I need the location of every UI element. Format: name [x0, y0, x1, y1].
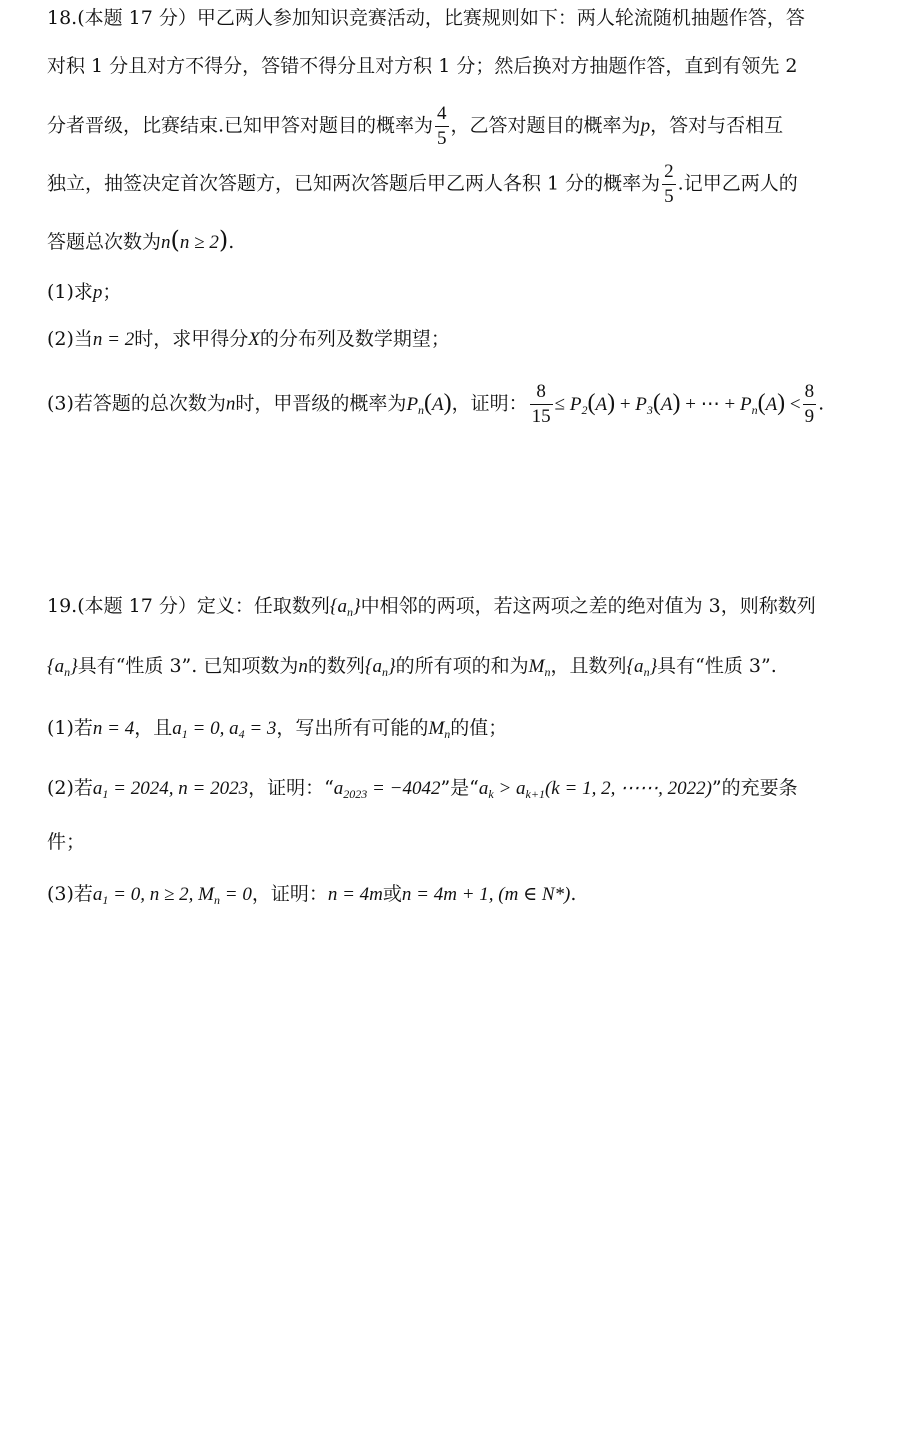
q19-part-2-cont: 件； [47, 831, 86, 853]
math-var-p: p [640, 115, 651, 137]
fraction-eight-fifteenths: $\frac{8}{15}$ [531, 381, 551, 427]
q18-text: ，答对与否相互 [650, 114, 784, 137]
q18-part-3: (3)若答题的总次数为n时，甲晋级的概率为$P_n(A)$，证明： $\frac{8}{15}$ ≤ $P_2(A) + P_3(A)$ + ⋯ + $P_n(A)$ < $\frac{8}{9}$ . [47, 381, 825, 427]
math-seq-an: $\{a_n\}$ [329, 596, 361, 619]
q18-text: 18.(本题 17 分）甲乙两人参加知识竞赛活动，比赛规则如下：两人轮流随机抽题作答，答 [47, 7, 805, 29]
q19-part-3: (3)若$a_1 = 0$, n ≥ 2, $M_n = 0$，证明：n = 4m或n = 4m + 1, (m ∈ N*). [47, 883, 577, 907]
q19-line-1: 19.(本题 17 分）定义：任取数列$\{a_n\}$中相邻的两项，若这两项之差的绝对值为 3，则称数列 [47, 595, 816, 619]
math-pn: $P_n(A)$ [406, 389, 452, 417]
math-var-x: X [248, 329, 260, 350]
q18-text: 分者晋级，比赛结束.已知甲答对题目的概率为 [47, 114, 434, 137]
math-initial-values: $a_1 = 0$, $a_4 = 3$ [172, 718, 277, 741]
q18-line-1 [47, 4, 805, 32]
math-var-n: n [298, 656, 308, 677]
q19-line-2: $\{a_n\}$具有“性质 3”. 已知项数为n的数列$\{a_n\}$的所有项的和为$M_n$，且数列$\{a_n\}$具有“性质 3”. [47, 655, 777, 679]
math-mn: $M_n$ [528, 656, 551, 679]
math-condition: n ≥ 2 [179, 232, 219, 253]
q18-line-2 [47, 52, 797, 80]
fraction-eight-ninths: $\frac{8}{9}$ [804, 381, 815, 427]
q18-text: ，乙答对题目的概率为 [450, 114, 641, 137]
math-var-n: n [225, 393, 236, 415]
math-seq-an: $\{a_n\}$ [47, 656, 78, 679]
math-seq-an: $\{a_n\}$ [626, 656, 658, 679]
math-seq-an: $\{a_n\}$ [364, 656, 396, 679]
q19-part-2: (2)若$a_1 = 2024$, n = 2023，证明：“$a_{2023} = -4042$”是“$a_k > a_{k+1}(k = 1$, 2, ⋯⋯, 2022)”的充要条 [47, 777, 798, 801]
math-expr: n = 2 [92, 329, 135, 350]
q18-text: 答题总次数为 [47, 231, 162, 253]
math-mn: $M_n$ [428, 718, 451, 741]
fraction-two-fifths: $\frac{2}{5}$ [664, 161, 674, 207]
q18-line-4 [47, 160, 798, 209]
math-var-p: p [92, 282, 103, 303]
q18-line-5: 答题总次数为n(n ≥ 2). [47, 226, 235, 254]
q18-part-2: (2)当n = 2时，求甲得分X的分布列及数学期望； [47, 328, 450, 350]
math-sum: $P_2(A) + P_3(A)$ + ⋯ + $P_n(A)$ < [569, 389, 801, 417]
q19-part-1: (1)若n = 4，且$a_1 = 0$, $a_4 = 3$，写出所有可能的$M_n$的值； [47, 717, 508, 741]
math-var-n: n [161, 232, 171, 253]
q18-text: 独立，抽签决定首次答题方，已知两次答题后甲乙两人各积 1 分的概率为 [47, 172, 661, 195]
fraction-four-fifths: $\frac{4}{5}$ [437, 103, 447, 149]
q18-part-1: (1)求p； [47, 281, 122, 303]
q18-line-3 [47, 102, 783, 151]
q18-text: 对积 1 分且对方不得分，答错不得分且对方积 1 分；然后换对方抽题作答，直到有领先 2 [47, 55, 798, 77]
q18-text: .记甲乙两人的 [677, 172, 798, 195]
